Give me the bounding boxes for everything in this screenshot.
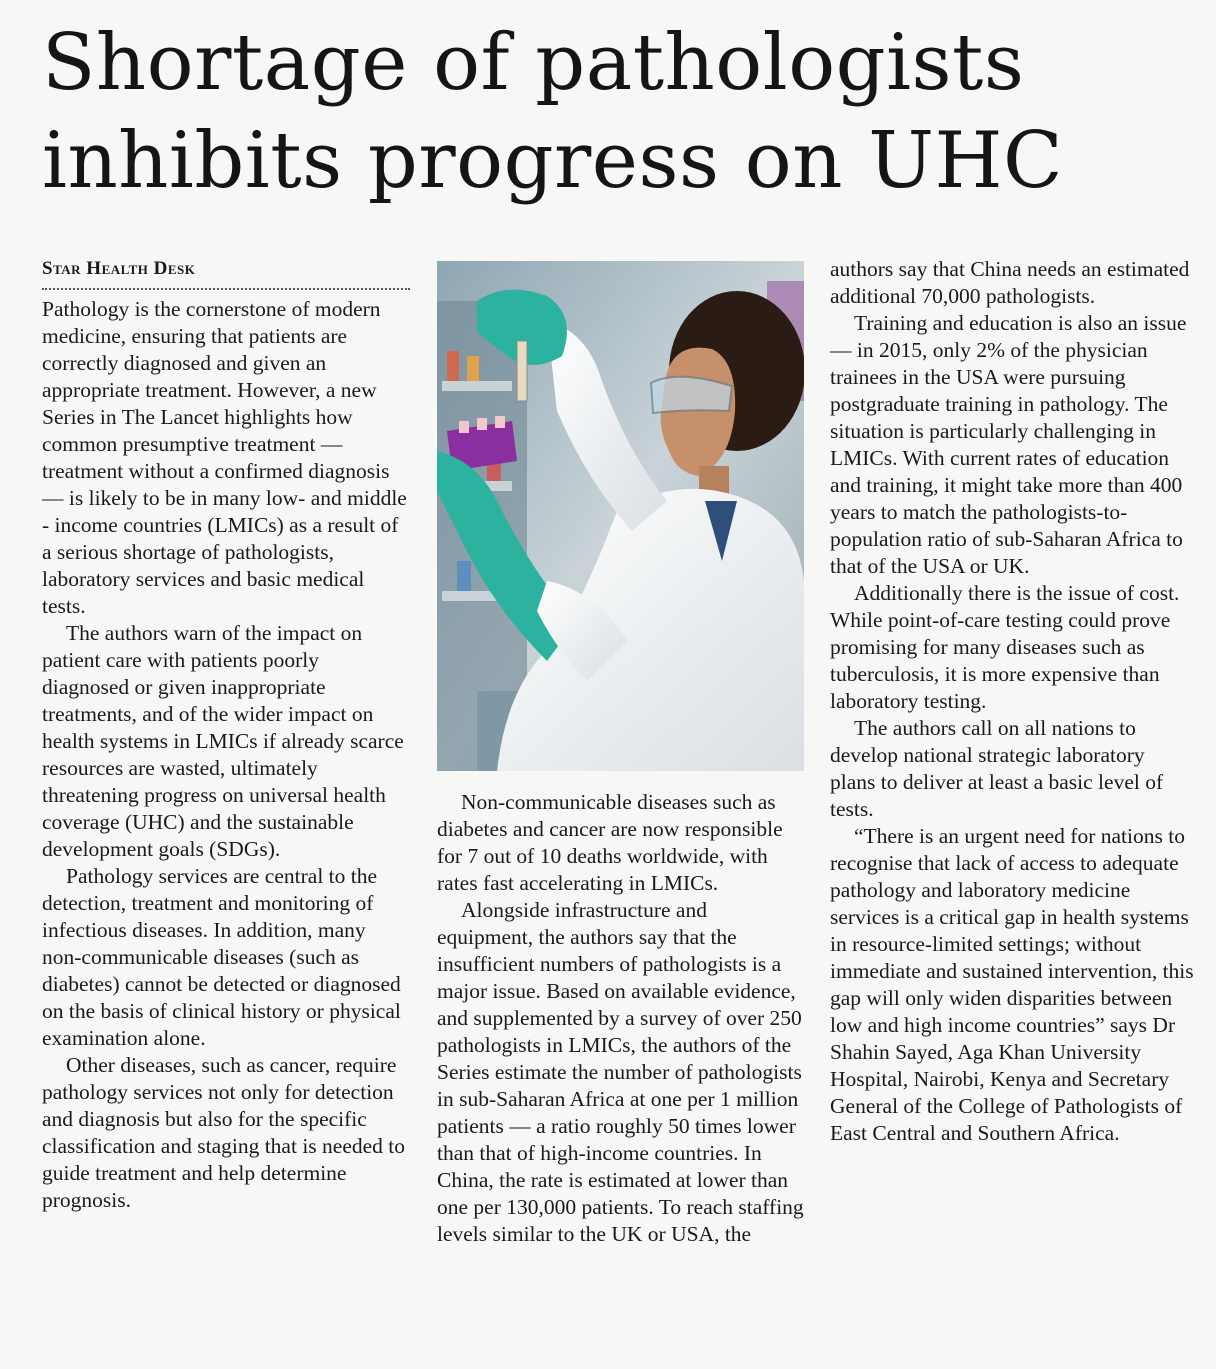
paragraph-4: Other diseases, such as cancer, require pathology services not only for detection and diagnosis but also for the specific classification and staging that is needed to guide treatment and help determine prognosis.: [42, 1053, 406, 1212]
paragraph-6: Alongside infrastructure and equipment, the authors say that the insufficient numbers of pathologists is a major issue. Based on available evidence, and supplemented by a survey of over 250 pathologists in LMICs, the authors of the Series estimate the number of pathologists in sub-Saharan Africa at one per 1 million patients — a ratio roughly 50 times lower than that of high-income countries. In China, the rate is estimated at lower than one per 130,000 patients. To reach staffing levels similar to the UK or USA, the: [437, 898, 804, 1246]
headline: [42, 14, 1192, 210]
paragraph-11: “There is an urgent need for nations to recognise that lack of access to adequate pathology and laboratory medicine services is a critical gap in health systems in resource-limited settings; without immediate and sustained intervention, this gap will only widen disparities between low and high income countries” says Dr Shahin Sayed, Aga Khan University Hospital, Nairobi, Kenya and Secretary General of the College of Pathologists of East Central and Southern Africa.: [830, 824, 1194, 1145]
paragraph-2: The authors warn of the impact on patient care with patients poorly diagnosed or given inappropriate treatments, and of the wider impact on health systems in LMICs if already scarce resources are wasted, ultimately threatening progress on universal health coverage (UHC) and the sustainable development goals (SDGs).: [42, 621, 404, 861]
lab-scientist-photo: [437, 261, 804, 771]
paragraph-5: Non-communicable diseases such as diabetes and cancer are now responsible for 7 out of 10 deaths worldwide, with rates fast accelerating in LMICs.: [437, 790, 783, 895]
paragraph-8: Training and education is also an issue — in 2015, only 2% of the physician trainees in the USA were pursuing postgraduate training in pathology. The situation is particularly challenging in LMICs. With current rates of education and training, it might take more than 400 years to match the pathologists-to-population ratio of sub-Saharan Africa to that of the USA or UK.: [830, 311, 1187, 578]
paragraph-1: Pathology is the cornerstone of modern medicine, ensuring that patients are correctly diagnosed and given an appropriate treatment. However, a new Series in The Lancet highlights how common presumptive treatment — treatment without a confirmed diagnosis — is likely to be in many low- and middle - income countries (LMICs) as a result of a serious shortage of pathologists, laboratory services and basic medical tests.: [42, 297, 407, 618]
paragraph-7: authors say that China needs an estimated additional 70,000 pathologists.: [830, 257, 1190, 308]
byline: Star Health Desk: [42, 258, 196, 279]
article-column-1: [42, 256, 410, 1214]
headline-line-1: Shortage of pathologists: [42, 18, 1025, 108]
article-column-3: [830, 256, 1195, 1147]
headline-line-2: inhibits progress on UHC: [42, 116, 1064, 206]
paragraph-3: Pathology services are central to the detection, treatment and monitoring of infectious diseases. In addition, many non-communicable diseases (such as diabetes) cannot be detected or diagnosed on the basis of clinical history or physical examination alone.: [42, 864, 401, 1050]
article-column-2: [437, 789, 807, 1248]
paragraph-9: Additionally there is the issue of cost. While point-of-care testing could prove promising for many diseases such as tuberculosis, it is more expensive than laboratory testing.: [830, 581, 1180, 713]
paragraph-10: The authors call on all nations to develop national strategic laboratory plans to deliver at least a basic level of tests.: [830, 716, 1164, 821]
byline-divider: [42, 288, 410, 290]
